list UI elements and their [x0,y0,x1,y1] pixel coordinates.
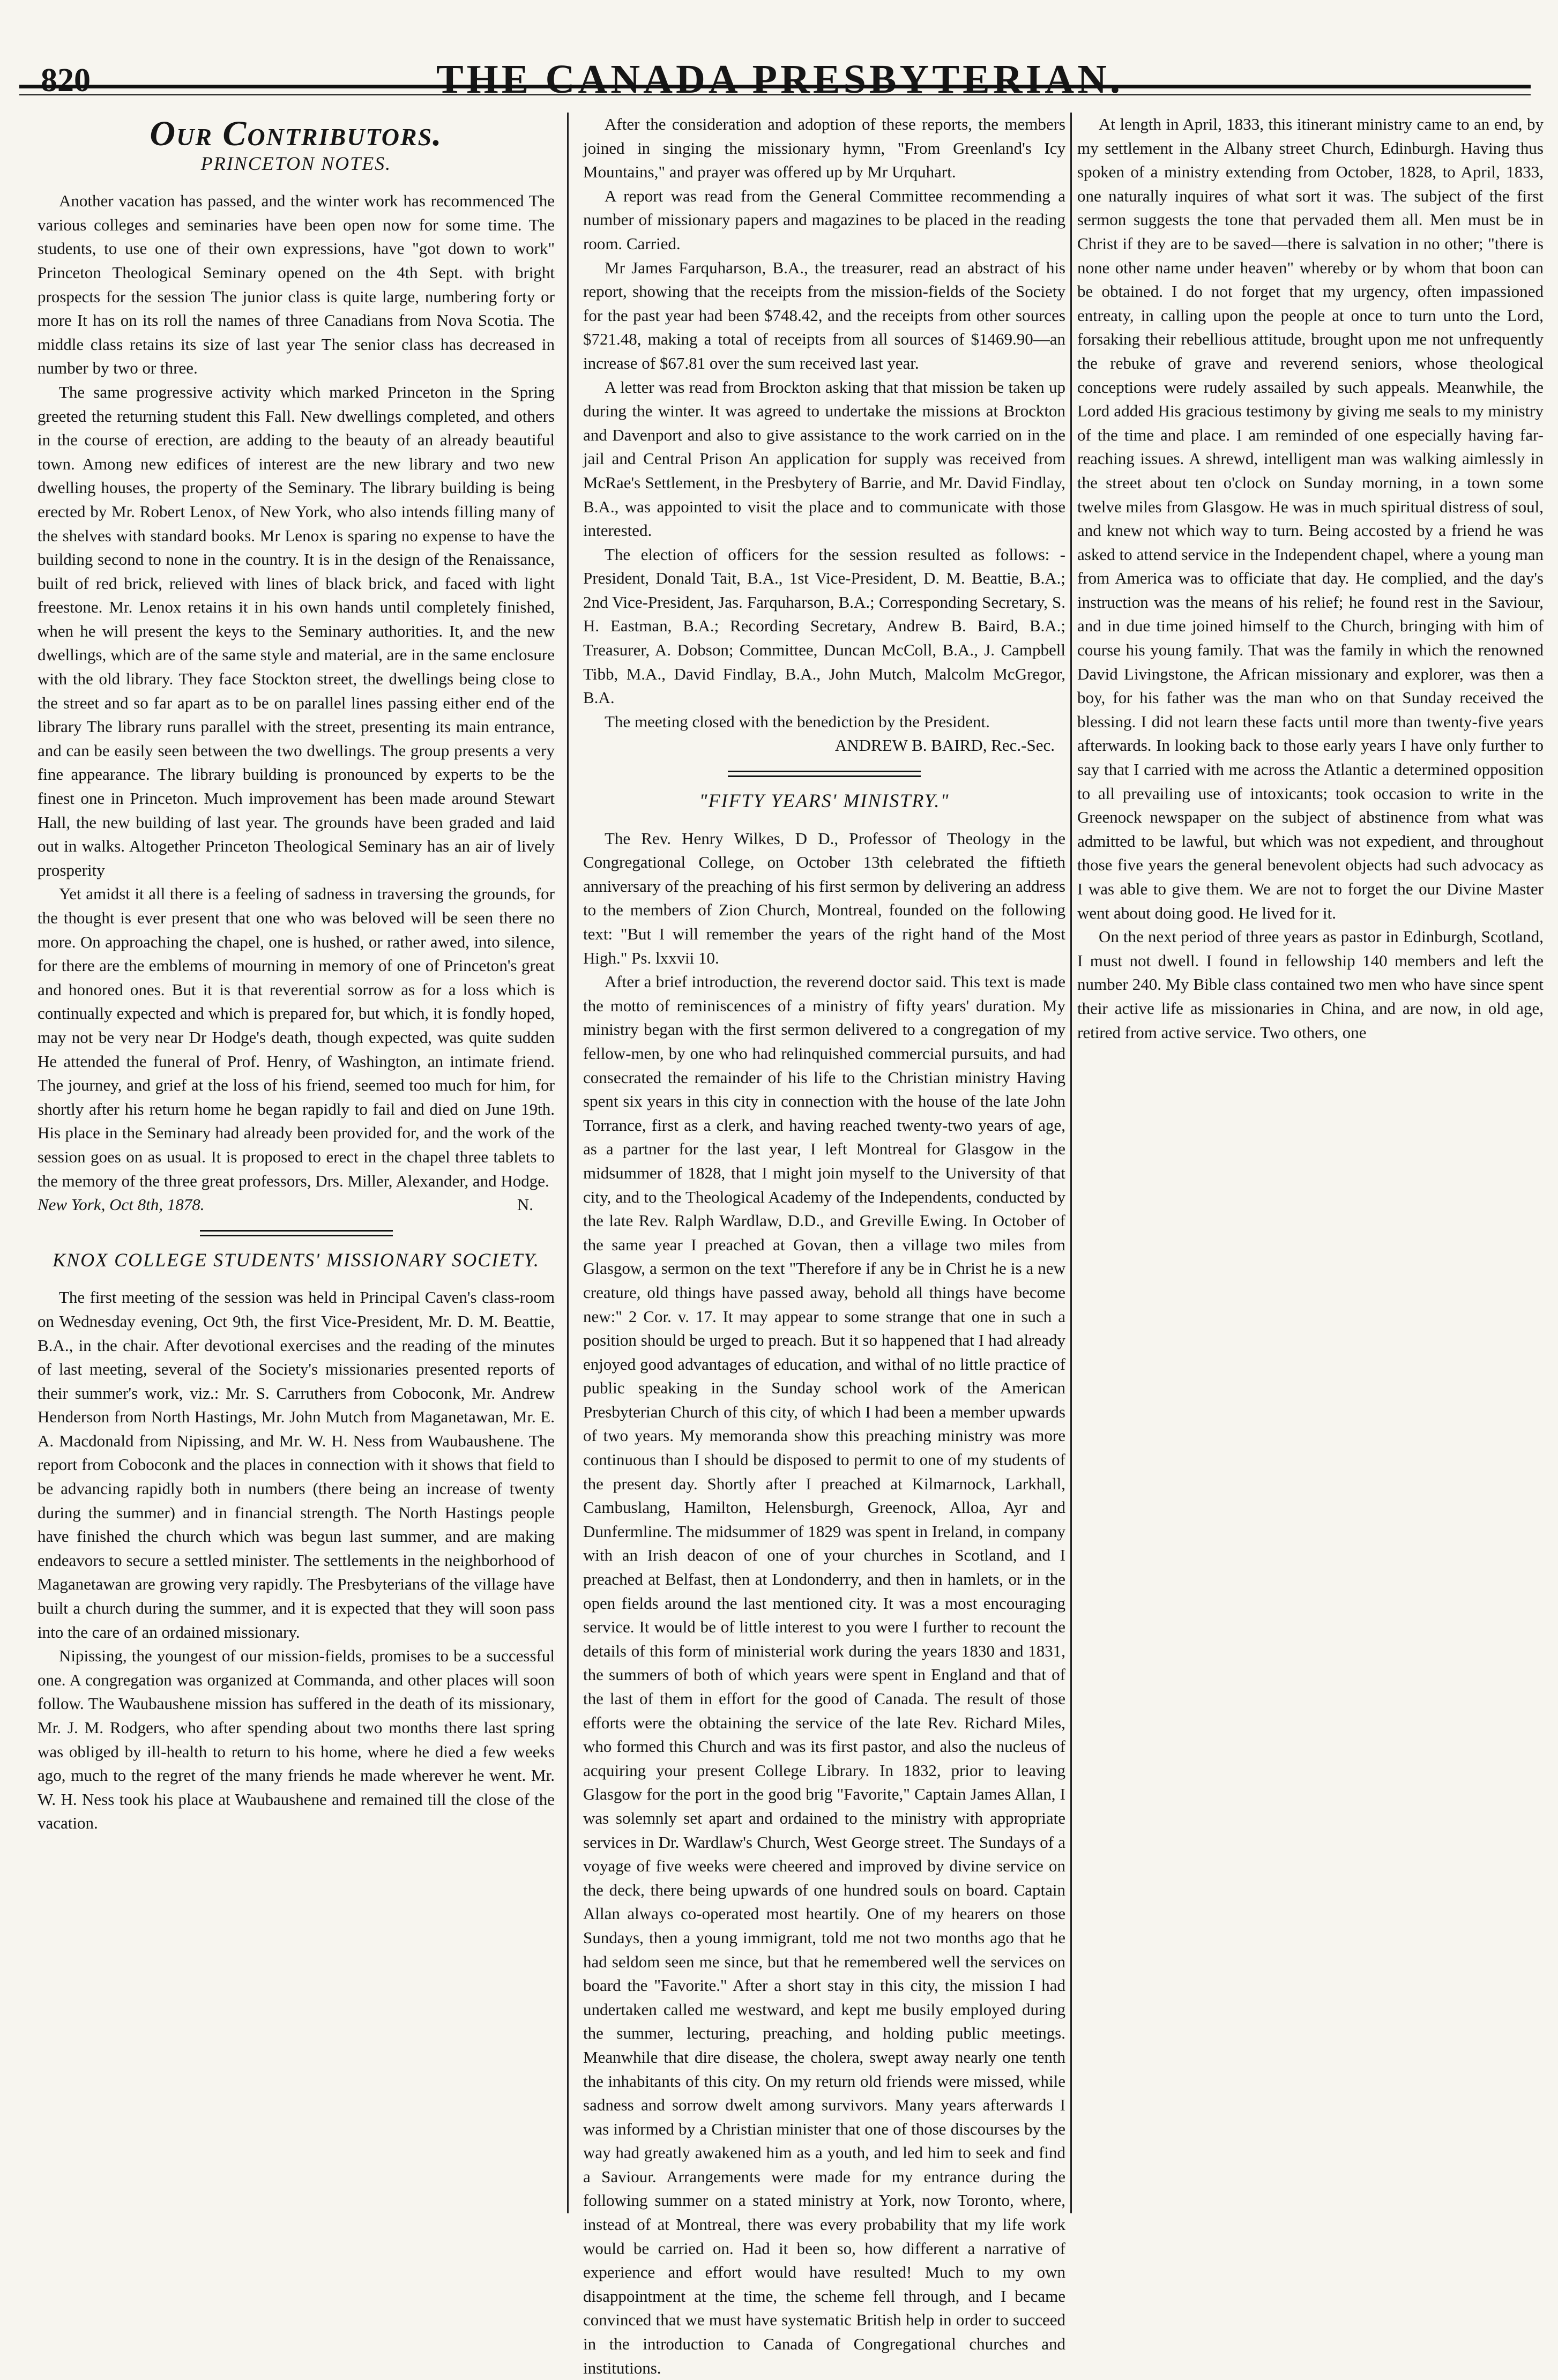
column-divider [567,113,569,2213]
paragraph: Yet amidst it all there is a feeling of sadness in traversing the grounds, for the thought is ever present that one who was beloved will be seen there no more. On approaching the chapel, one is hushed, or rather awed, into silence, for there are the emblems of mourning in memory of one of Princeton's great and honored ones. But it is that reverential sorrow as for a loss which is continually expected and which is prepared for, but which, it is fondly hoped, may not be very near Dr Hodge's death, though expected, was quite sudden He attended the funeral of Prof. Henry, of Washington, an intimate friend. The journey, and grief at the loss of his friend, seemed too much for him, for shortly after his return home he began rapidly to fail and died on June 19th. His place in the Seminary had already been provided for, and the work of the session goes on as usual. It is proposed to erect in the chapel three tablets to the memory of the three great professors, Drs. Miller, Alexander, and Hodge. [38,884,555,1190]
column-1 [38,113,555,2219]
column-divider [1070,113,1072,2213]
paragraph: Another vacation has passed, and the winter work has recommenced The various colleges and seminaries have been open now for some time. The students, to use one of their own expressions, have "got down to work" Princeton Theological Seminary opened on the 4th Sept. with bright prospects for the session The junior class is quite large, numbering forty or more It has on its roll the names of three Canadians from Nova Scotia. The middle class retains its size of last year The senior class has decreased in number by two or three. [38,191,555,378]
section-divider [728,771,921,777]
paragraph: A letter was read from Brockton asking that that mission be taken up during the winter. It was agreed to undertake the missions at Brockton and Davenport and also to give assistance to the work carried on in the jail and Central Prison An application for supply was received from McRae's Settlement, in the Presbytery of Barrie, and Mr. David Findlay, B.A., was appointed to visit the place and to communicate with those interested. [583,377,1065,540]
paragraph: Mr James Farquharson, B.A., the treasurer, read an abstract of his report, showing that the receipts from the mission-fields of the Society for the past year had been $748.42, and the receipts from other sources $721.48, making a total of receipts from all sources of $1469.90—an increase of $67.81 over the sum received last year. [583,258,1065,372]
header-rule [19,85,1531,88]
paragraph: At length in April, 1833, this itinerant ministry came to an end, by my settlement in the Albany street Church, Edinburgh. Having thus spoken of a ministry extending from October, 1828, to April, 1833, one naturally inquires of what sort it was. The subject of the first sermon suggests the tone that pervaded them all. Men must be in Christ if they are to be saved—there is salvation in no other; "there is none other name under heaven" whereby or by whom that boon can be obtained. I do not forget that my urgency, often impassioned entreaty, in calling upon the people at once to turn unto the Lord, forsaking their rebellious attitude, brought upon me not unfrequently the rebuke of grave and reverend seniors, whose theological conceptions were rudely assailed by such appeals. Meanwhile, the Lord added His gracious testimony by giving me seals to my ministry of the time and place. I am reminded of one especially having far-reaching issues. A shrewd, intelligent man was walking aimlessly in the street about ten o'clock on Sunday morning, in a town some twelve miles from Glasgow. He was in much spiritual distress of soul, and knew not which way to turn. Being accosted by a friend he was asked to attend service in the Independent chapel, where a young man from America was to officiate that day. He complied, and the day's instruction was the means of his relief; he found rest in the Saviour, and in due time joined himself to the Church, bringing with him of course his young family. That was the family in which the renowned David Livingstone, the African missionary and explorer, was then a boy, for his father was the man who on that Sunday received the blessing. I did not learn these facts until more than twenty-five years afterwards. In looking back to those early years I have only further to say that I carried with me across the Atlantic a determined opposition to all prevailing use of intoxicants; took occasion to write in the Greenock newspaper on the subject of abstinence from what was admitted to be lawful, but which was not expedient, and throughout those five years the general benevolent objects had such advocacy as I was able to give them. We are not to forget the our Divine Master went about doing good. He lived for it. [1077,115,1544,922]
article-title-fifty-years: "FIFTY YEARS' MINISTRY." [699,790,950,812]
column-2 [583,113,1065,2377]
paragraph: The same progressive activity which marked Princeton in the Spring greeted the returning student this Fall. New dwellings completed, and others in the course of erection, are adding to the beauty of an already beautiful town. Among new edifices of interest are the new library and two new dwelling houses, the property of the Seminary. The library building is being erected by Mr. Robert Lenox, of New York, who also intends filling many of the shelves with standard books. Mr Lenox is sparing no expense to have the building second to none in the country. It is in the design of the Renaissance, built of red brick, relieved with lines of black brick, and faced with light freestone. Mr. Lenox retains it in his own hands until completely finished, when he will present the keys to the Seminary authorities. It, and the new dwellings, which are of the same style and material, are in the same enclosure with the old library. They face Stockton street, the dwellings being close to the street and so far apart as to be on parallel lines passing either end of the library The library runs parallel with the street, presenting its main entrance, and can be easily seen between the two dwellings. The group presents a very fine appearance. The library building is pronounced by experts to be the finest one in Princeton. Much improvement has been made around Stewart Hall, the new building of last year. The grounds have been graded and laid out in walks. Altogether Princeton Theological Seminary has an air of lively prosperity [38,382,555,879]
paragraph: The first meeting of the session was held in Principal Caven's class-room on Wednesday evening, Oct 9th, the first Vice-President, Mr. D. M. Beattie, B.A., in the chair. After devotional exercises and the reading of the minutes of last meeting, several of the Society's missionaries presented reports of their summer's work, viz.: Mr. S. Carruthers from Coboconk, Mr. Andrew Henderson from North Hastings, Mr. John Mutch from Maganetawan, Mr. E. A. Macdonald from Nipissing, and Mr. W. H. Ness from Waubaushene. The report from Coboconk and the places in connection with it shows that field to be advancing rapidly both in numbers (there being an increase of twenty during the summer) and in financial strength. The North Hastings people have finished the church which was begun last summer, and are making endeavors to secure a settled minister. The settlements in the neighborhood of Maganetawan are growing very rapidly. The Presbyterians of the village have built a church during the summer, and it is expected that they will soon pass into the care of an ordained missionary. [38,1288,555,1642]
paragraph: Nipissing, the youngest of our mission-fields, promises to be a successful one. A congregation was organized at Commanda, and other places will soon follow. The Waubaushene mission has suffered in the death of its missionary, Mr. J. M. Rodgers, who after spending about two months there last spring was obliged by ill-health to return to his home, where he died a few weeks ago, much to the regret of the many friends he made wherever he went. Mr. W. H. Ness took his place at Waubaushene and remained till the close of the vacation. [38,1646,555,1833]
column-3 [1077,113,1544,2219]
dateline: New York, Oct 8th, 1878. [38,1195,205,1214]
header-rule-thin [19,94,1531,95]
department-heading: Our Contributors. [150,114,443,153]
paragraph: The Rev. Henry Wilkes, D D., Professor of Theology in the Congregational College, on October 13th celebrated the fiftieth anniversary of the preaching of his first sermon by delivering an address to the members of Zion Church, Montreal, founded on the following text: "But I will remember the years of the right hand of the Most High." Ps. lxxvii 10. [583,829,1065,967]
page-header [21,29,1538,110]
signature: ANDREW B. BAIRD, Rec.-Sec. [834,736,1055,755]
article-title-princeton: PRINCETON NOTES. [200,152,392,174]
signature-line [38,1193,555,1217]
paragraph: After the consideration and adoption of these reports, the members joined in singing the missionary hymn, "From Greenland's Icy Mountains," and prayer was offered up by Mr Urquhart. [583,115,1065,182]
paragraph: The meeting closed with the benediction by the President. [605,712,990,731]
paragraph: A report was read from the General Committee recommending a number of missionary papers and magazines to be placed in the reading room. Carried. [583,186,1065,253]
paper-title: THE CANADA PRESBYTERIAN. [436,57,1124,102]
paragraph: On the next period of three years as pastor in Edinburgh, Scotland, I must not dwell. I found in fellowship 140 members and left the number 240. My Bible class contained two men who have since spent their active life as missionaries in China, and are now, in old age, retired from active service. Two others, one [1077,927,1544,1042]
paragraph: The election of officers for the session resulted as follows: -President, Donald Tait, B.A., 1st Vice-President, D. M. Beattie, B.A.; 2nd Vice-President, Jas. Farquharson, B.A.; Corresponding Secretary, S. H. Eastman, B.A.; Recording Secretary, Andrew B. Baird, B.A.; Treasurer, A. Dobson; Committee, Duncan McColl, B.A., J. Campbell Tibb, M.A., David Findlay, B.A., John Mutch, Malcolm McGregor, B.A. [583,544,1065,707]
section-divider [200,1230,393,1236]
signature: N. [517,1195,533,1214]
article-title-knox: KNOX COLLEGE STUDENTS' MISSIONARY SOCIETY. [53,1249,540,1271]
page-number: 820 [41,62,91,99]
paragraph: After a brief introduction, the reverend doctor said. This text is made the motto of reminiscences of a ministry of fifty years' duration. My ministry began with the first sermon delivered to a congregation of my fellow-men, by one who had relinquished commercial pursuits, and had consecrated the remainder of his life to the Christian ministry Having spent six years in this city in connection with the house of the late John Torrance, first as a clerk, and having reached twenty-two years of age, as a partner for the last year, I left Montreal for Glasgow in the midsummer of 1828, that I might join myself to the University of that city, and to the Theological Academy of the Independents, conducted by the late Rev. Ralph Wardlaw, D.D., and Greville Ewing. In October of the same year I preached at Govan, then a village two miles from Glasgow, a sermon on the text "Therefore if any be in Christ he is a new creature, old things have passed away, behold all things have become new:" 2 Cor. v. 17. It may appear to some strange that one in such a position should be urged to preach. But it so happened that I had already enjoyed good advantages of education, and withal of no little practice of public speaking in the Sunday school work of the American Presbyterian Church of this city, of which I had been a member upwards of two years. My memoranda show this preaching ministry was more continuous than I should be disposed to permit to one of my students of the present day. Shortly after I preached at Kilmarnock, Larkhall, Cambuslang, Hamilton, Helensburgh, Greenock, Alloa, Ayr and Dunfermline. The midsummer of 1829 was spent in Ireland, in company with an Irish deacon of one of your churches in Scotland, and I preached at Belfast, then at Londonderry, and then in hamlets, or in the open fields around the last mentioned city. It was a most encouraging service. It would be of little interest to you were I further to recount the details of this form of ministerial work during the years 1830 and 1831, the summers of both of which years were spent in England and that of the last of them in effort for the good of Canada. The result of those efforts were the obtaining the service of the late Rev. Richard Miles, who formed this Church and was its first pastor, and also the nucleus of acquiring your present College Library. In 1832, prior to leaving Glasgow for the port in the good brig "Favorite," Captain James Allan, I was solemnly set apart and ordained to the ministry with appropriate services in Dr. Wardlaw's Church, West George street. The Sundays of a voyage of five weeks were cheered and improved by divine service on the deck, there being upwards of one hundred souls on board. Captain Allan always co-operated most heartily. One of my hearers on those Sundays, then a young immigrant, told me not two months ago that he had seldom seen me since, but that he remembered well the services on board the "Favorite." After a short stay in this city, the mission I had undertaken called me westward, and kept me busily employed during the summer, lecturing, preaching, and holding public meetings. Meanwhile that dire disease, the cholera, swept away nearly one tenth the inhabitants of this city. On my return old friends were missed, while sadness and sorrow dwelt among survivors. Many years afterwards I was informed by a Christian minister that one of those discourses by the way had greatly awakened him as a youth, and led him to seek and find a Saviour. Arrangements were made for my entrance during the following summer on a stated ministry at York, now Toronto, where, instead of at Montreal, there was every probability that my life work would be carried on. Had it been so, how different a narrative of experience and effort would have resulted! Much to my own disappointment at the time, the scheme fell through, and I became convinced that we must have systematic British help in order to succeed in the introduction to Canada of Congregational churches and institutions. [583,972,1065,2377]
